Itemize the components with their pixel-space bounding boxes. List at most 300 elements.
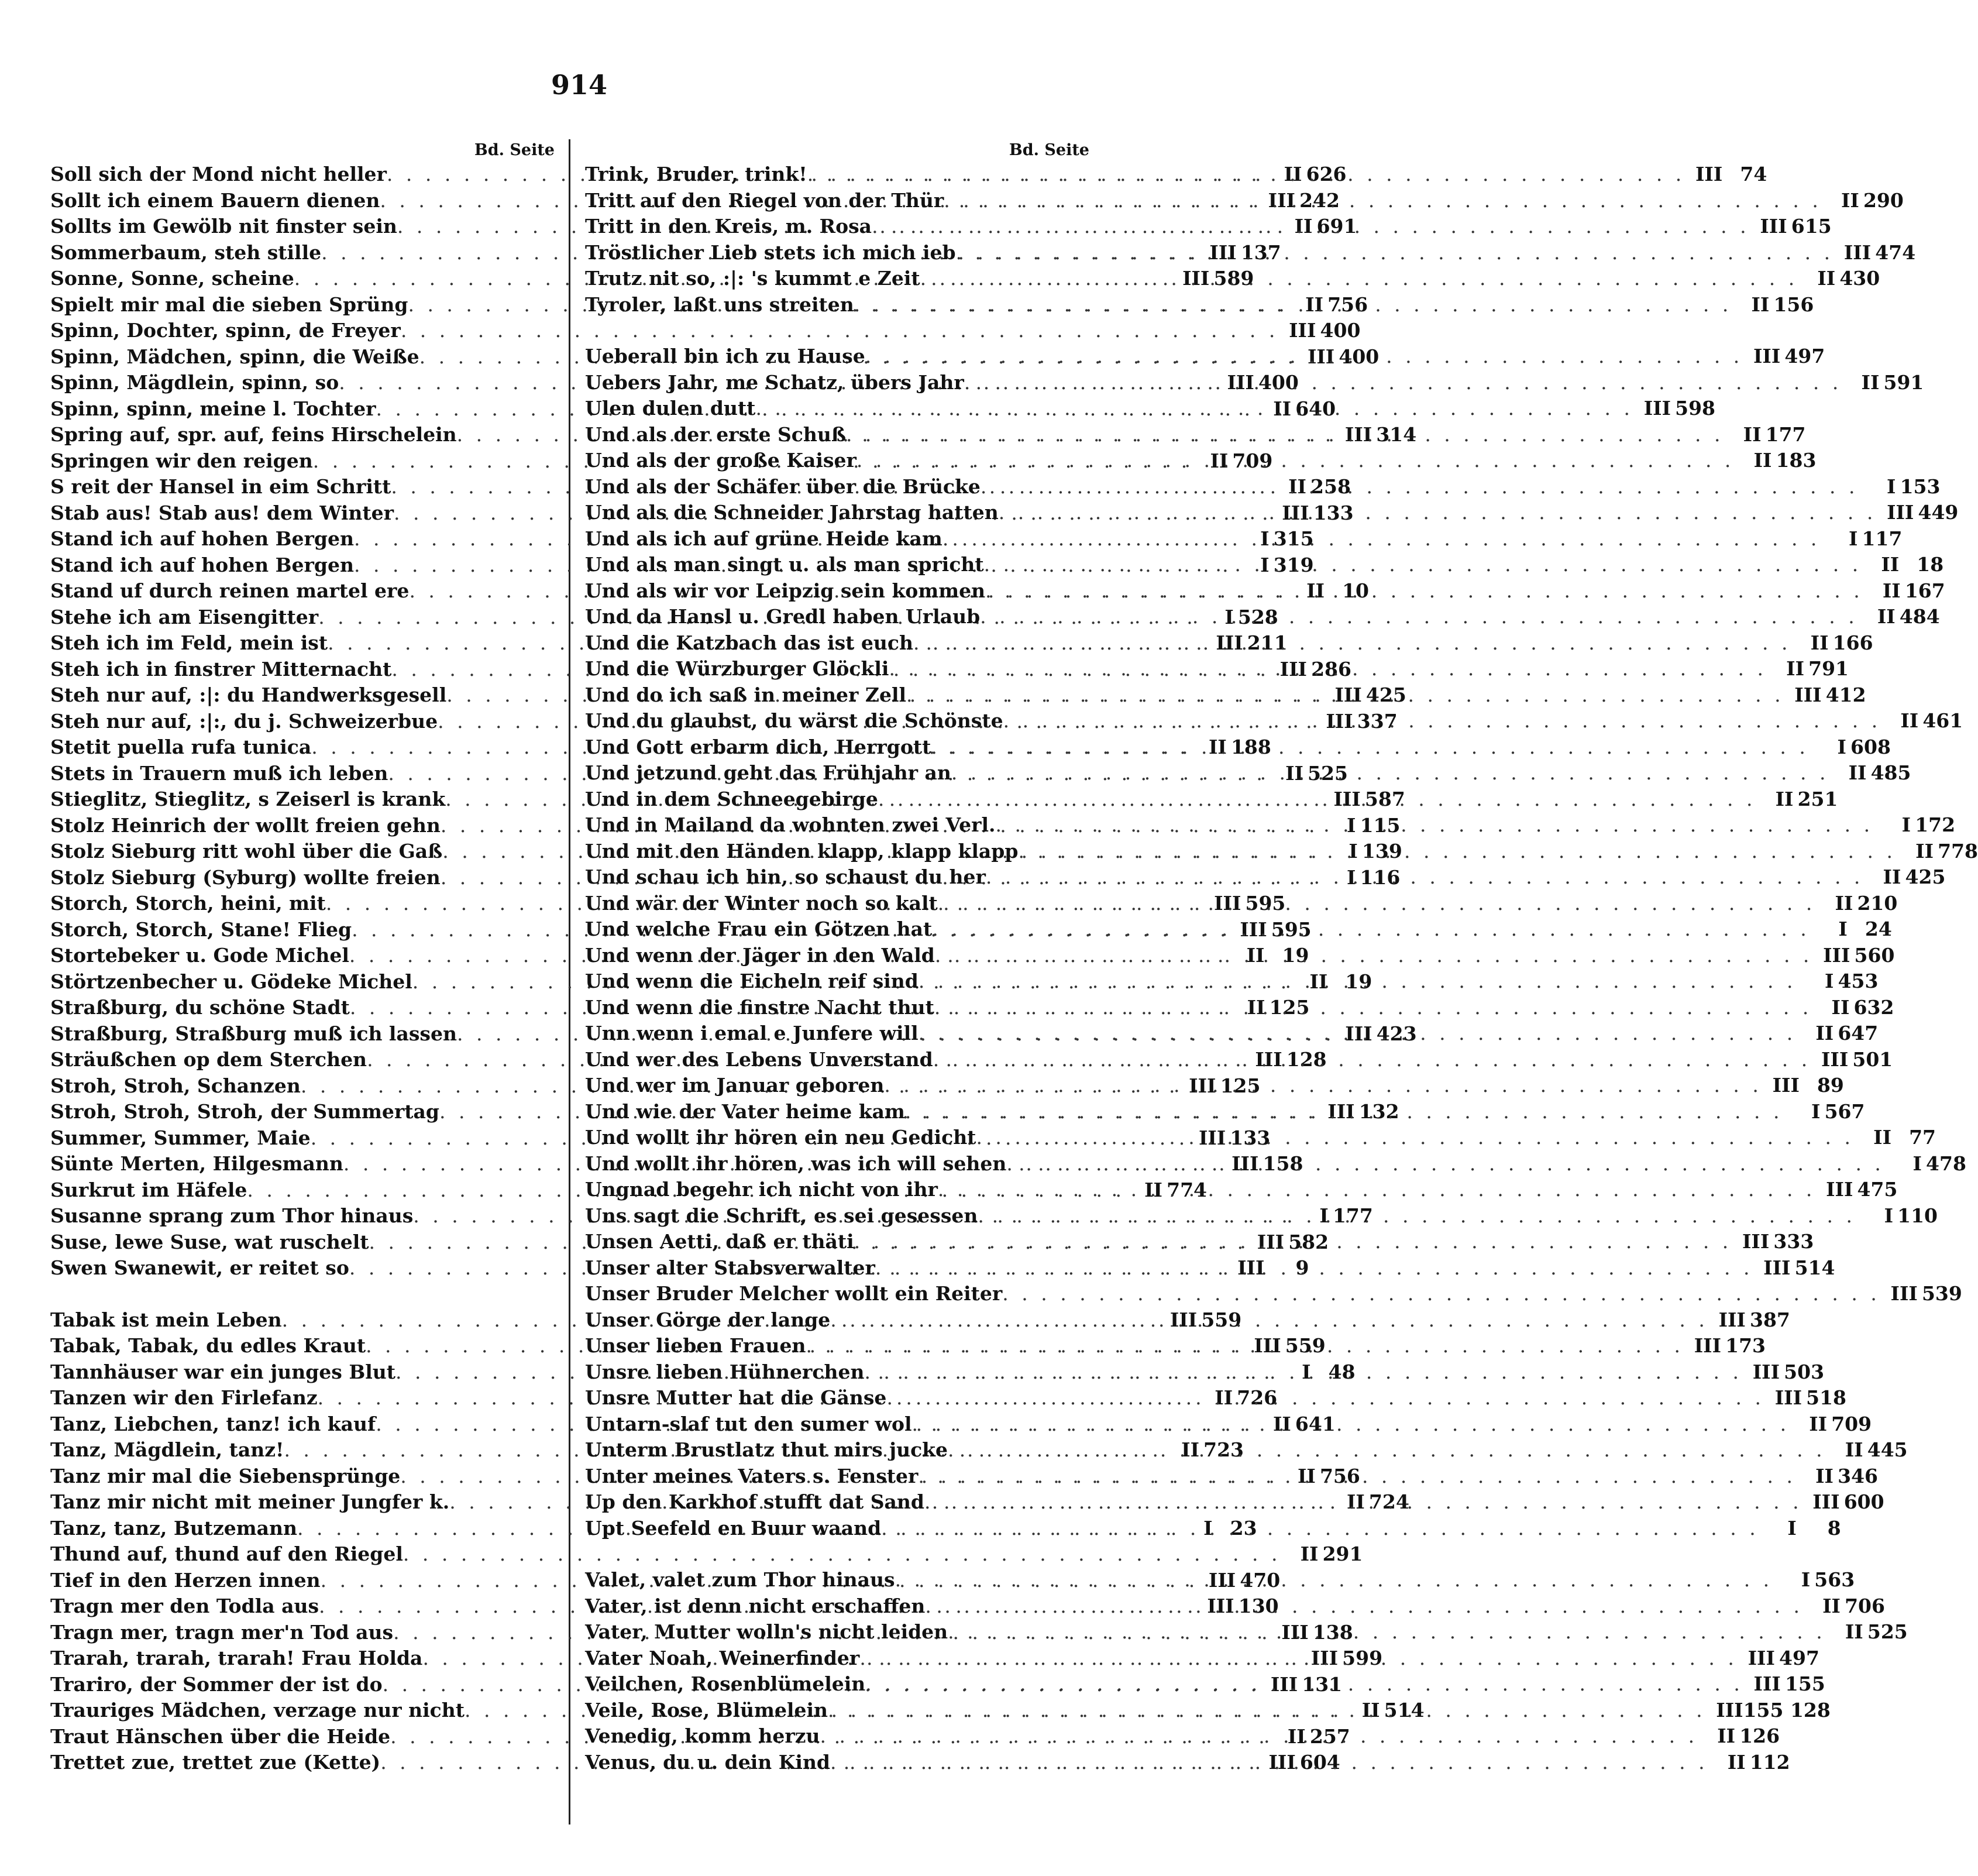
entry-title: Surkrut im Häfele [50, 1178, 247, 1201]
entry-page: 563 [1814, 1568, 1855, 1591]
entry-volume: III [1207, 1595, 1234, 1617]
entry-title: Tanz, tanz, Butzemann [50, 1516, 297, 1540]
entry-title: Spinn, Mägdlein, spinn, so [50, 371, 339, 394]
entry-page: 723 [1203, 1438, 1244, 1461]
entry-title: Storch, Storch, Stane! Flieg [50, 918, 352, 941]
entry-page: 709 [1831, 1412, 1872, 1435]
entry-title: Upt Seefeld en Buur waand [585, 1516, 882, 1540]
entry-title: Und wär der Winter noch so kalt [585, 891, 938, 915]
entry-volume: III [1333, 788, 1361, 810]
entry-volume: II [1346, 1490, 1365, 1513]
entry-volume: II [1144, 1178, 1162, 1201]
entry-volume: III [1763, 1256, 1791, 1279]
entry-volume: III [1718, 1308, 1746, 1331]
entry-volume: III [1289, 319, 1316, 342]
entry-title: Unser alter Stabsverwalter [585, 1256, 875, 1279]
entry-volume: II [1294, 215, 1313, 238]
section-gap [50, 1281, 555, 1307]
entry-page: 132 [1358, 1100, 1399, 1123]
entry-title: Trauriges Mädchen, verzage nur nicht [50, 1699, 465, 1722]
entry-page: 24 [1865, 918, 1892, 940]
dot-leader [872, 214, 1750, 240]
entry-volume: III [1821, 1047, 1849, 1071]
entry-volume: I [1347, 813, 1356, 837]
entry-volume: III [1268, 188, 1295, 212]
entry-page: 518 [1806, 1386, 1847, 1409]
entry-volume: III [1227, 371, 1254, 394]
dot-leader [912, 1411, 1790, 1438]
index-entry [50, 318, 1361, 344]
entry-volume: III [1695, 163, 1723, 185]
entry-title: Up den Karkhof stufft dat Sand [585, 1490, 924, 1513]
entry-page: 608 [1850, 735, 1891, 758]
entry-page: 48 [1328, 1360, 1356, 1383]
entry-volume: III [1334, 683, 1362, 706]
dot-leader [905, 1099, 1783, 1125]
entry-title: Trutz nit so, :|: 's kummt e Zeit [585, 267, 920, 290]
entry-title: Unn wenn i emal e Junfere will [585, 1022, 919, 1044]
entry-title: Und als der große Kaiser [585, 449, 856, 472]
entry-title: Und in Mailand da wohnten zwei Verl. [585, 813, 996, 836]
column-header-right: Bd. Seite [1009, 141, 1089, 159]
entry-volume: II [1288, 475, 1306, 498]
entry-volume: II [1817, 267, 1836, 290]
entry-title: Spielt mir mal die sieben Sprüng [50, 293, 408, 316]
entry-volume: II [1215, 1386, 1233, 1409]
dot-leader [895, 1567, 1773, 1593]
entry-volume: II [1815, 1022, 1834, 1044]
entry-volume: III [1198, 1126, 1226, 1149]
entry-page: 290 [1863, 188, 1904, 212]
dot-leader [948, 1437, 1826, 1463]
entry-volume: II [1841, 188, 1859, 212]
entry-volume: II [1751, 293, 1770, 316]
entry-title: Spinn, Mädchen, spinn, die Weiße [50, 345, 419, 368]
entry-volume: II [1873, 1126, 1892, 1149]
entry-title: Trink, Bruder, trink! [585, 163, 807, 185]
entry-volume: III [1843, 240, 1872, 264]
entry-page: 116 [1360, 865, 1401, 889]
dot-leader [951, 760, 1829, 786]
dot-leader [1018, 839, 1896, 865]
entry-page: 210 [1857, 891, 1898, 915]
dot-leader [938, 1177, 1816, 1203]
entry-title: Und wer des Lebens Unverstand [585, 1047, 933, 1071]
dot-leader [985, 578, 1863, 604]
entry-page: 528 [1237, 605, 1278, 628]
entry-volume: I [1787, 1516, 1797, 1540]
entry-title: Und als man singt u. als man spricht [585, 553, 984, 576]
entry-title: Tanzen wir den Firlefanz [50, 1386, 318, 1409]
section-gap [585, 318, 1089, 343]
entry-page: 155 [1784, 1672, 1825, 1695]
dot-leader [984, 552, 1862, 578]
entry-title: Und wie der Vater heime kam [585, 1100, 905, 1123]
entry-title: Summer, Summer, Maie [50, 1126, 311, 1149]
entry-page: 183 [1776, 449, 1817, 472]
entry-title: Und da Hansl u. Gredl haben Urlaub [585, 605, 981, 628]
entry-volume: III [1307, 345, 1335, 368]
dot-leader [913, 630, 1791, 657]
entry-volume: III [1774, 1386, 1802, 1409]
dot-leader [918, 1463, 1796, 1490]
entry-page: 346 [1838, 1464, 1878, 1487]
entry-page: 726 [1237, 1386, 1278, 1409]
entry-page: 615 [1791, 215, 1832, 238]
entry-page: 133 [1313, 501, 1354, 524]
dot-leader [919, 1021, 1797, 1047]
entry-volume: II [1306, 579, 1325, 602]
entry-page: 503 [1784, 1360, 1825, 1383]
entry-volume: III [1189, 1074, 1216, 1097]
entry-volume: II [1743, 422, 1762, 446]
entry-title: Tabak ist mein Leben [50, 1308, 282, 1331]
entry-page: 589 [1213, 267, 1254, 290]
entry-page: 461 [1922, 709, 1963, 732]
entry-title: Unsen Aetti, daß er thäti [585, 1230, 854, 1253]
entry-title: Und welche Frau ein Götzen hat [585, 918, 933, 940]
dot-leader [1003, 708, 1881, 734]
page-number: 914 [551, 69, 608, 101]
dot-leader [934, 995, 1812, 1021]
entry-page: 647 [1838, 1022, 1879, 1044]
entry-page: 525 [1308, 761, 1348, 785]
dot-leader [924, 1489, 1802, 1516]
entry-page: 514 [1794, 1256, 1835, 1279]
entry-volume: III [1282, 501, 1309, 524]
entry-page: 117 [1862, 527, 1903, 550]
entry-volume: I [1346, 865, 1356, 889]
entry-volume: III [1826, 1178, 1853, 1201]
entry-volume: II [1809, 1412, 1828, 1435]
entry-volume: II [1883, 865, 1901, 888]
dot-leader [976, 1125, 1854, 1151]
entry-volume: III [1270, 1672, 1298, 1696]
entry-page: 242 [1299, 188, 1340, 212]
dot-leader [919, 968, 1797, 995]
entry-title: Störtzenbecher u. Gödeke Michel [50, 970, 412, 993]
entry-title: Und wollt ihr hören ein neu Gedicht [585, 1126, 976, 1149]
entry-title: Und jetzund geht das Frühjahr an [585, 761, 951, 784]
entry-page: 598 [1675, 397, 1716, 420]
entry-volume: III [1237, 1256, 1265, 1279]
entry-volume: III [1209, 240, 1237, 264]
entry-volume: I [1884, 1204, 1893, 1227]
entry-volume: II [1775, 787, 1794, 810]
entry-title: Tabak, Tabak, du edles Kraut [50, 1334, 366, 1357]
entry-page: 18 [1917, 553, 1944, 576]
entry-page: 709 [1232, 449, 1273, 472]
index-entry [585, 1255, 1835, 1281]
dot-leader [935, 943, 1813, 969]
entry-title: Springen wir den reigen [50, 449, 313, 472]
entry-page: 173 [1725, 1334, 1766, 1357]
entry-page: 591 [1883, 370, 1924, 394]
entry-page: 474 [1875, 240, 1916, 264]
entry-title: Unsre lieben Hühnerchen [585, 1360, 865, 1383]
entry-title: Unter meines Vaters s. Fenster [585, 1464, 919, 1487]
entry-volume: I [1260, 553, 1270, 576]
entry-title: Sollts im Gewölb nit finster sein [50, 215, 397, 238]
entry-title: Stets in Trauern muß ich leben [50, 761, 388, 785]
entry-page: 400 [1339, 345, 1380, 368]
entry-title: Sonne, Sonne, scheine [50, 267, 294, 290]
entry-volume: III [1257, 1230, 1285, 1253]
dot-leader [865, 1671, 1743, 1698]
dot-leader [830, 1307, 1708, 1334]
entry-page: 501 [1852, 1047, 1893, 1071]
entry-page: 314 [1376, 423, 1417, 446]
entry-page: 167 [1904, 579, 1945, 602]
entry-volume: I [1260, 527, 1270, 550]
entry-volume: I [1838, 918, 1848, 940]
entry-title: Vater, ist denn nicht erschaffen [585, 1594, 926, 1617]
dot-leader [806, 1333, 1684, 1359]
dot-leader [884, 1073, 1762, 1099]
entry-volume: III [1326, 709, 1353, 733]
index-entry [585, 1281, 1962, 1307]
entry-page: 188 [1230, 736, 1271, 758]
entry-volume: II [1246, 944, 1265, 967]
entry-volume: II [1208, 736, 1227, 758]
entry-title: Stand uf durch reinen martel ere [50, 579, 410, 602]
entry-title: Und die Würzburger Glöckli [585, 657, 889, 680]
entry-page: 110 [1897, 1204, 1938, 1227]
entry-page: 453 [1838, 970, 1879, 992]
entry-page: 478 [1926, 1152, 1966, 1175]
entry-volume: I [1224, 605, 1234, 628]
entry-volume: III [1794, 683, 1822, 706]
entry-volume: I [1849, 527, 1858, 550]
dot-leader [807, 162, 1685, 188]
entry-volume: II [1835, 891, 1853, 915]
entry-page: 153 [1900, 475, 1941, 498]
dot-leader [889, 656, 1767, 682]
dot-leader [981, 474, 1859, 500]
entry-title: Thund auf, thund auf den Riegel [50, 1542, 403, 1565]
dot-leader [925, 1593, 1803, 1620]
entry-page: 19 [1282, 944, 1309, 967]
entry-volume: I [1801, 1568, 1811, 1591]
entry-title: Tritt auf den Riegel von der Thür [585, 188, 944, 212]
entry-volume: II [1861, 370, 1880, 394]
dot-leader [999, 500, 1877, 526]
entry-title: Steh nur auf, :|: du Handwerksgesell [50, 683, 447, 706]
entry-page: 412 [1825, 683, 1866, 706]
entry-volume: III [1345, 1022, 1372, 1045]
entry-page: 131 [1302, 1672, 1343, 1696]
entry-page: 23 [1230, 1516, 1257, 1540]
entry-title: Und die Katzbach das ist euch [585, 631, 913, 654]
entry-title: Unser lieben Frauen [585, 1334, 806, 1357]
entry-title: Traut Hänschen über die Heide [50, 1724, 391, 1748]
entry-title: Stolz Sieburg (Syburg) wollte freien [50, 865, 441, 889]
entry-volume: II [1300, 1542, 1319, 1565]
entry-page: 130 [1238, 1595, 1279, 1617]
entry-page: 9 [1295, 1256, 1309, 1279]
entry-title: Und in dem Schneegebirge [585, 787, 878, 810]
entry-title: Stand ich auf hohen Bergen [50, 527, 354, 550]
entry-volume: III [1887, 501, 1914, 524]
entry-page: 77 [1909, 1126, 1936, 1149]
entry-page: 156 [1773, 293, 1814, 316]
entry-volume: II [1786, 657, 1805, 680]
entry-title: Spinn, Dochter, spinn, de Freyer [50, 319, 401, 342]
entry-volume: I [1811, 1100, 1821, 1123]
entry-title: Tief in den Herzen innen [50, 1568, 321, 1592]
entry-volume: II [1247, 996, 1265, 1019]
entry-volume: III [1310, 1647, 1339, 1669]
entry-page: 778 [1938, 839, 1978, 863]
entry-title: Tanz, Liebchen, tanz! ich kauf [50, 1412, 376, 1435]
entry-title: Steh nur auf, :|:, du j. Schweizerbue [50, 709, 438, 733]
entry-volume: III [1254, 1334, 1281, 1357]
entry-title: Tanz mir nicht mit meiner Jungfer k. [50, 1490, 450, 1513]
entry-title: Stortebeker u. Gode Michel [50, 944, 349, 967]
entry-title: Stroh, Stroh, Schanzen [50, 1074, 301, 1097]
entry-page: 445 [1867, 1438, 1908, 1461]
entry-title: Tragn mer den Todla aus [50, 1595, 319, 1617]
dot-leader [755, 396, 1633, 422]
entry-page: 128 [1286, 1048, 1327, 1071]
entry-title: Spinn, spinn, meine l. Tochter [50, 397, 376, 420]
entry-title: Soll sich der Mond nicht heller [50, 163, 387, 185]
entry-page: 8 [1827, 1516, 1841, 1540]
entry-title: Stab aus! Stab aus! dem Winter [50, 501, 394, 524]
entry-title: Und als der Schäfer über die Brücke [585, 475, 981, 498]
dot-leader [859, 1645, 1738, 1672]
dot-leader [1006, 1151, 1884, 1177]
entry-page: 756 [1327, 293, 1368, 316]
dot-leader [830, 1750, 1708, 1776]
entry-page: 74 [1740, 163, 1767, 185]
entry-title: Ulen dulen dutt [585, 397, 756, 420]
entry-volume: III [1742, 1230, 1770, 1253]
entry-volume: III [1753, 1672, 1781, 1695]
entry-title: Stetit puella rufa tunica [50, 736, 312, 758]
entry-title: Ungnad begehr ich nicht von ihr [585, 1178, 938, 1201]
entry-title: Straßburg, Straßburg muß ich lassen [50, 1022, 457, 1045]
entry-page: 604 [1299, 1751, 1340, 1774]
entry-title: S reit der Hansel in eim Schritt [50, 475, 391, 498]
entry-page: 756 [1319, 1464, 1360, 1487]
entry-page: 138 [1312, 1620, 1353, 1644]
entry-title: Vater Noah, Weinerfinder [585, 1646, 860, 1669]
entry-page: 706 [1845, 1594, 1885, 1617]
entry-title: Und wenn der Jäger in den Wald [585, 943, 935, 967]
entry-page: 337 [1357, 709, 1398, 733]
entry-page: 333 [1773, 1230, 1814, 1253]
entry-page: 400 [1320, 319, 1361, 342]
entry-page: 559 [1285, 1334, 1326, 1357]
entry-page: 19 [1345, 970, 1372, 993]
entry-volume: II [1210, 449, 1229, 472]
entry-page: 158 [1263, 1152, 1303, 1175]
entry-page: 133 [1230, 1126, 1271, 1149]
entry-title: Uns sagt die Schrift, es sei gesessen [585, 1204, 978, 1227]
entry-volume: III [1281, 1620, 1309, 1644]
entry-page: 632 [1853, 995, 1894, 1019]
entry-volume: II [1297, 1464, 1316, 1487]
entry-volume: II [1877, 605, 1896, 628]
entry-volume: III [1643, 397, 1671, 420]
dot-leader [980, 604, 1858, 630]
entry-title: Und du glaubst, du wärst die Schönste [585, 709, 1003, 732]
entry-volume: II [1831, 995, 1850, 1019]
entry-page: 425 [1905, 865, 1946, 888]
entry-title: Unsre Mutter hat die Gänse [585, 1386, 887, 1409]
entry-volume: II [1845, 1438, 1863, 1461]
entry-title: Stolz Sieburg ritt wohl über die Gaß [50, 840, 443, 863]
entry-page: 497 [1784, 345, 1825, 367]
entry-page: 470 [1240, 1568, 1281, 1592]
section-gap [585, 1541, 1089, 1567]
entry-page: 595 [1245, 892, 1286, 915]
dot-leader [932, 916, 1810, 943]
dot-leader [906, 682, 1784, 709]
entry-volume: II [1305, 293, 1324, 316]
entry-page: 514 [1384, 1699, 1425, 1722]
entry-title: Und Gott erbarm dich, Herrgott [585, 735, 931, 758]
entry-title: Trarah, trarah, trarah! Frau Holda [50, 1647, 423, 1669]
entry-volume: II [1361, 1699, 1380, 1722]
entry-page: 251 [1797, 787, 1838, 810]
entry-page: 791 [1808, 657, 1849, 680]
entry-page: 425 [1365, 683, 1406, 706]
entry-page: 10 [1342, 579, 1370, 602]
entry-title: Und do ich saß in meiner Zell [585, 683, 907, 706]
entry-volume: II [1287, 1724, 1306, 1748]
entry-title: Stroh, Stroh, Stroh, der Summertag [50, 1100, 440, 1123]
entry-title: Ueberall bin ich zu Hause [585, 345, 865, 367]
entry-page: 560 [1854, 943, 1895, 967]
entry-volume: II [1717, 1724, 1736, 1747]
dot-leader [948, 1619, 1826, 1645]
entry-volume: I [1901, 813, 1911, 836]
dot-leader [931, 734, 1809, 761]
entry-volume: II [1727, 1750, 1746, 1774]
dot-leader [878, 786, 1756, 813]
entry-title: Tanz mir mal die Siebensprünge [50, 1464, 401, 1487]
entry-volume: III [1255, 1048, 1282, 1071]
entry-page: 137 [1240, 240, 1281, 264]
entry-volume: III [1812, 1490, 1840, 1513]
entry-title: Und mit den Händen klapp, klapp klapp [585, 839, 1019, 863]
entry-volume: III [1694, 1334, 1722, 1357]
entry-page: 89 [1817, 1074, 1844, 1097]
entry-volume: II [1309, 970, 1328, 993]
entry-title: Veilchen, Rosenblümelein [585, 1672, 866, 1695]
dot-leader [938, 891, 1816, 917]
entry-volume: II [1848, 761, 1867, 784]
entry-title: Steh ich im Feld, mein ist [50, 631, 328, 654]
entry-volume: I [1319, 1204, 1329, 1227]
entry-title: Storch, Storch, heini, mit [50, 892, 326, 915]
entry-title: Susanne sprang zum Thor hinaus [50, 1204, 414, 1227]
entry-volume: III [1240, 918, 1267, 941]
entry-volume: II [1181, 1438, 1200, 1461]
entry-title: Trettet zue, trettet zue (Kette) [50, 1751, 381, 1774]
entry-page: 112 [1749, 1750, 1790, 1774]
entry-title: Sollt ich einem Bauern dienen [50, 188, 380, 212]
entry-volume: III [1753, 345, 1781, 367]
entry-page: 626 [1306, 163, 1347, 185]
index-entry [50, 1541, 1363, 1568]
entry-title: Und als die Schneider Jahrstag hatten [585, 501, 999, 524]
dot-leader [854, 1229, 1732, 1255]
dot-leader [864, 1359, 1742, 1386]
dot-leader [986, 864, 1864, 891]
